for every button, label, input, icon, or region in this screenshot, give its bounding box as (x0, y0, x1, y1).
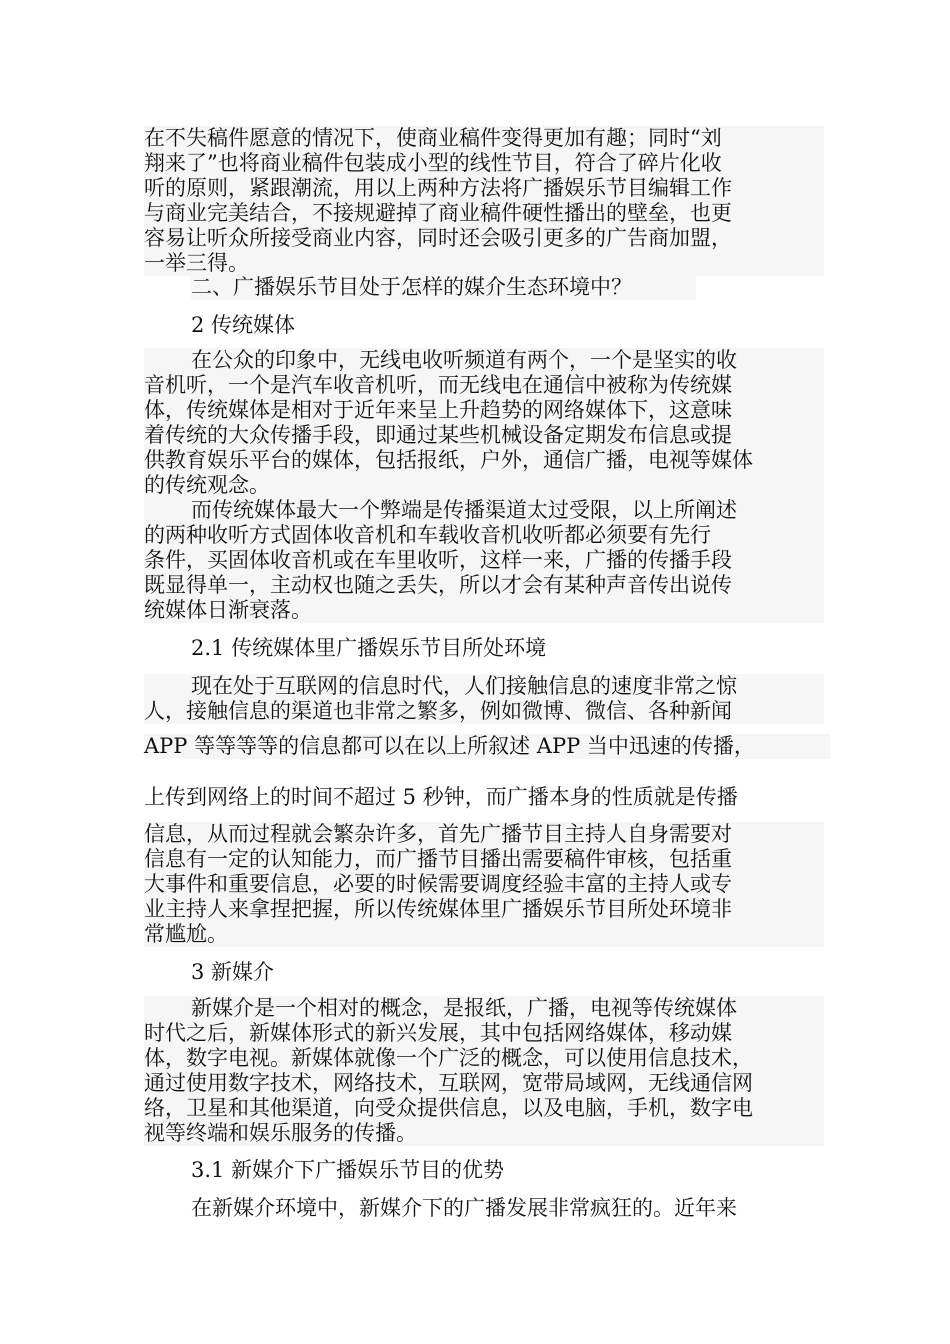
text-line: 的两种收听方式固体收音机和车载收音机收听都必须要有先行 (144, 523, 711, 547)
heading-text: 2 传统媒体 (191, 313, 296, 337)
heading-text: 二、广播娱乐节目处于怎样的媒介生态环境中？ (191, 275, 632, 299)
text-line: 体，传统媒体是相对于近年来呈上升趋势的网络媒体下，这意味 (144, 398, 732, 422)
text-line: 而传统媒体最大一个弊端是传播渠道太过受限，以上所阐述 (191, 498, 737, 522)
paragraph-radio-listening (144, 348, 824, 498)
text-line: APP 等等等等的信息都可以在以上所叙述 APP 当中迅速的传播， (144, 734, 755, 758)
text-line: 络，卫星和其他渠道，向受众提供信息，以及电脑，手机，数字电 (144, 1096, 753, 1120)
heading-text: 3 新媒介 (191, 960, 275, 984)
paragraph-new-media-radio (144, 1196, 824, 1221)
heading-traditional-environment (191, 636, 691, 661)
text-line: 通过使用数字技术，网络技术，互联网，宽带局域网，无线通信网 (144, 1071, 753, 1095)
text-line: 时代之后，新媒体形式的新兴发展，其中包括网络媒体，移动媒 (144, 1021, 732, 1045)
paragraph-internet-era-d (144, 822, 824, 947)
text-line: 着传统的大众传播手段，即通过某些机械设备定期发布信息或提 (144, 423, 732, 447)
text-line: 现在处于互联网的信息时代，人们接触信息的速度非常之惊 (191, 674, 737, 698)
text-line: 听的原则，紧跟潮流，用以上两种方法将广播娱乐节目编辑工作 (144, 176, 732, 200)
text-line: 在新媒介环境中，新媒介下的广播发展非常疯狂的。近年来 (191, 1196, 737, 1220)
heading-traditional-media (191, 313, 591, 338)
text-line: 常尴尬。 (144, 922, 228, 946)
text-line: 条件，买固体收音机或在车里收听，这样一来，广播的传播手段 (144, 548, 732, 572)
heading-text: 3.1 新媒介下广播娱乐节目的优势 (191, 1158, 505, 1182)
text-line: 业主持人来拿捏把握，所以传统媒体里广播娱乐节目所处环境非 (144, 897, 732, 921)
paragraph-internet-era-c (144, 785, 824, 810)
heading-new-media-advantages (191, 1158, 691, 1183)
text-line: 上传到网络上的时间不超过 5 秒钟，而广播本身的性质就是传播 (144, 785, 738, 809)
text-line: 一举三得。 (144, 251, 249, 275)
text-line: 大事件和重要信息，必要的时候需要调度经验丰富的主持人或专 (144, 872, 732, 896)
paragraph-commercial-integration (144, 126, 824, 276)
text-line: 在公众的印象中，无线电收听频道有两个，一个是坚实的收 (191, 348, 737, 372)
heading-new-media (191, 960, 491, 985)
text-line: 与商业完美结合，不接规避掉了商业稿件硬性播出的壁垒，也更 (144, 201, 732, 225)
text-line: 视等终端和娱乐服务的传播。 (144, 1121, 417, 1145)
section-heading-2 (191, 275, 696, 300)
text-line: 信息，从而过程就会繁杂许多，首先广播节目主持人自身需要对 (144, 822, 732, 846)
text-line: 在不失稿件愿意的情况下，使商业稿件变得更加有趣；同时“刘 (144, 126, 722, 150)
text-line: 新媒介是一个相对的概念，是报纸，广播，电视等传统媒体 (191, 996, 737, 1020)
text-line: 既显得单一，主动权也随之丢失，所以才会有某种声音传出说传 (144, 573, 732, 597)
text-line: 供教育娱乐平台的媒体，包括报纸，户外，通信广播，电视等媒体 (144, 448, 753, 472)
text-line: 体，数字电视。新媒体就像一个广泛的概念，可以使用信息技术， (144, 1046, 753, 1070)
paragraph-new-media-concept (144, 996, 824, 1146)
text-line: 统媒体日渐衰落。 (144, 598, 312, 622)
paragraph-internet-era-b (144, 734, 830, 759)
text-line: 翔来了”也将商业稿件包装成小型的线性节目，符合了碎片化收 (144, 151, 722, 175)
text-line: 容易让听众所接受商业内容，同时还会吸引更多的广告商加盟， (144, 226, 732, 250)
text-line: 信息有一定的认知能力，而广播节目播出需要稿件审核，包括重 (144, 847, 732, 871)
text-line: 的传统观念。 (144, 473, 270, 497)
paragraph-traditional-drawback (144, 498, 824, 623)
paragraph-internet-era-a (144, 674, 824, 724)
text-line: 人，接触信息的渠道也非常之繁多，例如微博、微信、各种新闻 (144, 699, 732, 723)
text-line: 音机听，一个是汽车收音机听，而无线电在通信中被称为传统媒 (144, 373, 732, 397)
heading-text: 2.1 传统媒体里广播娱乐节目所处环境 (191, 636, 547, 660)
